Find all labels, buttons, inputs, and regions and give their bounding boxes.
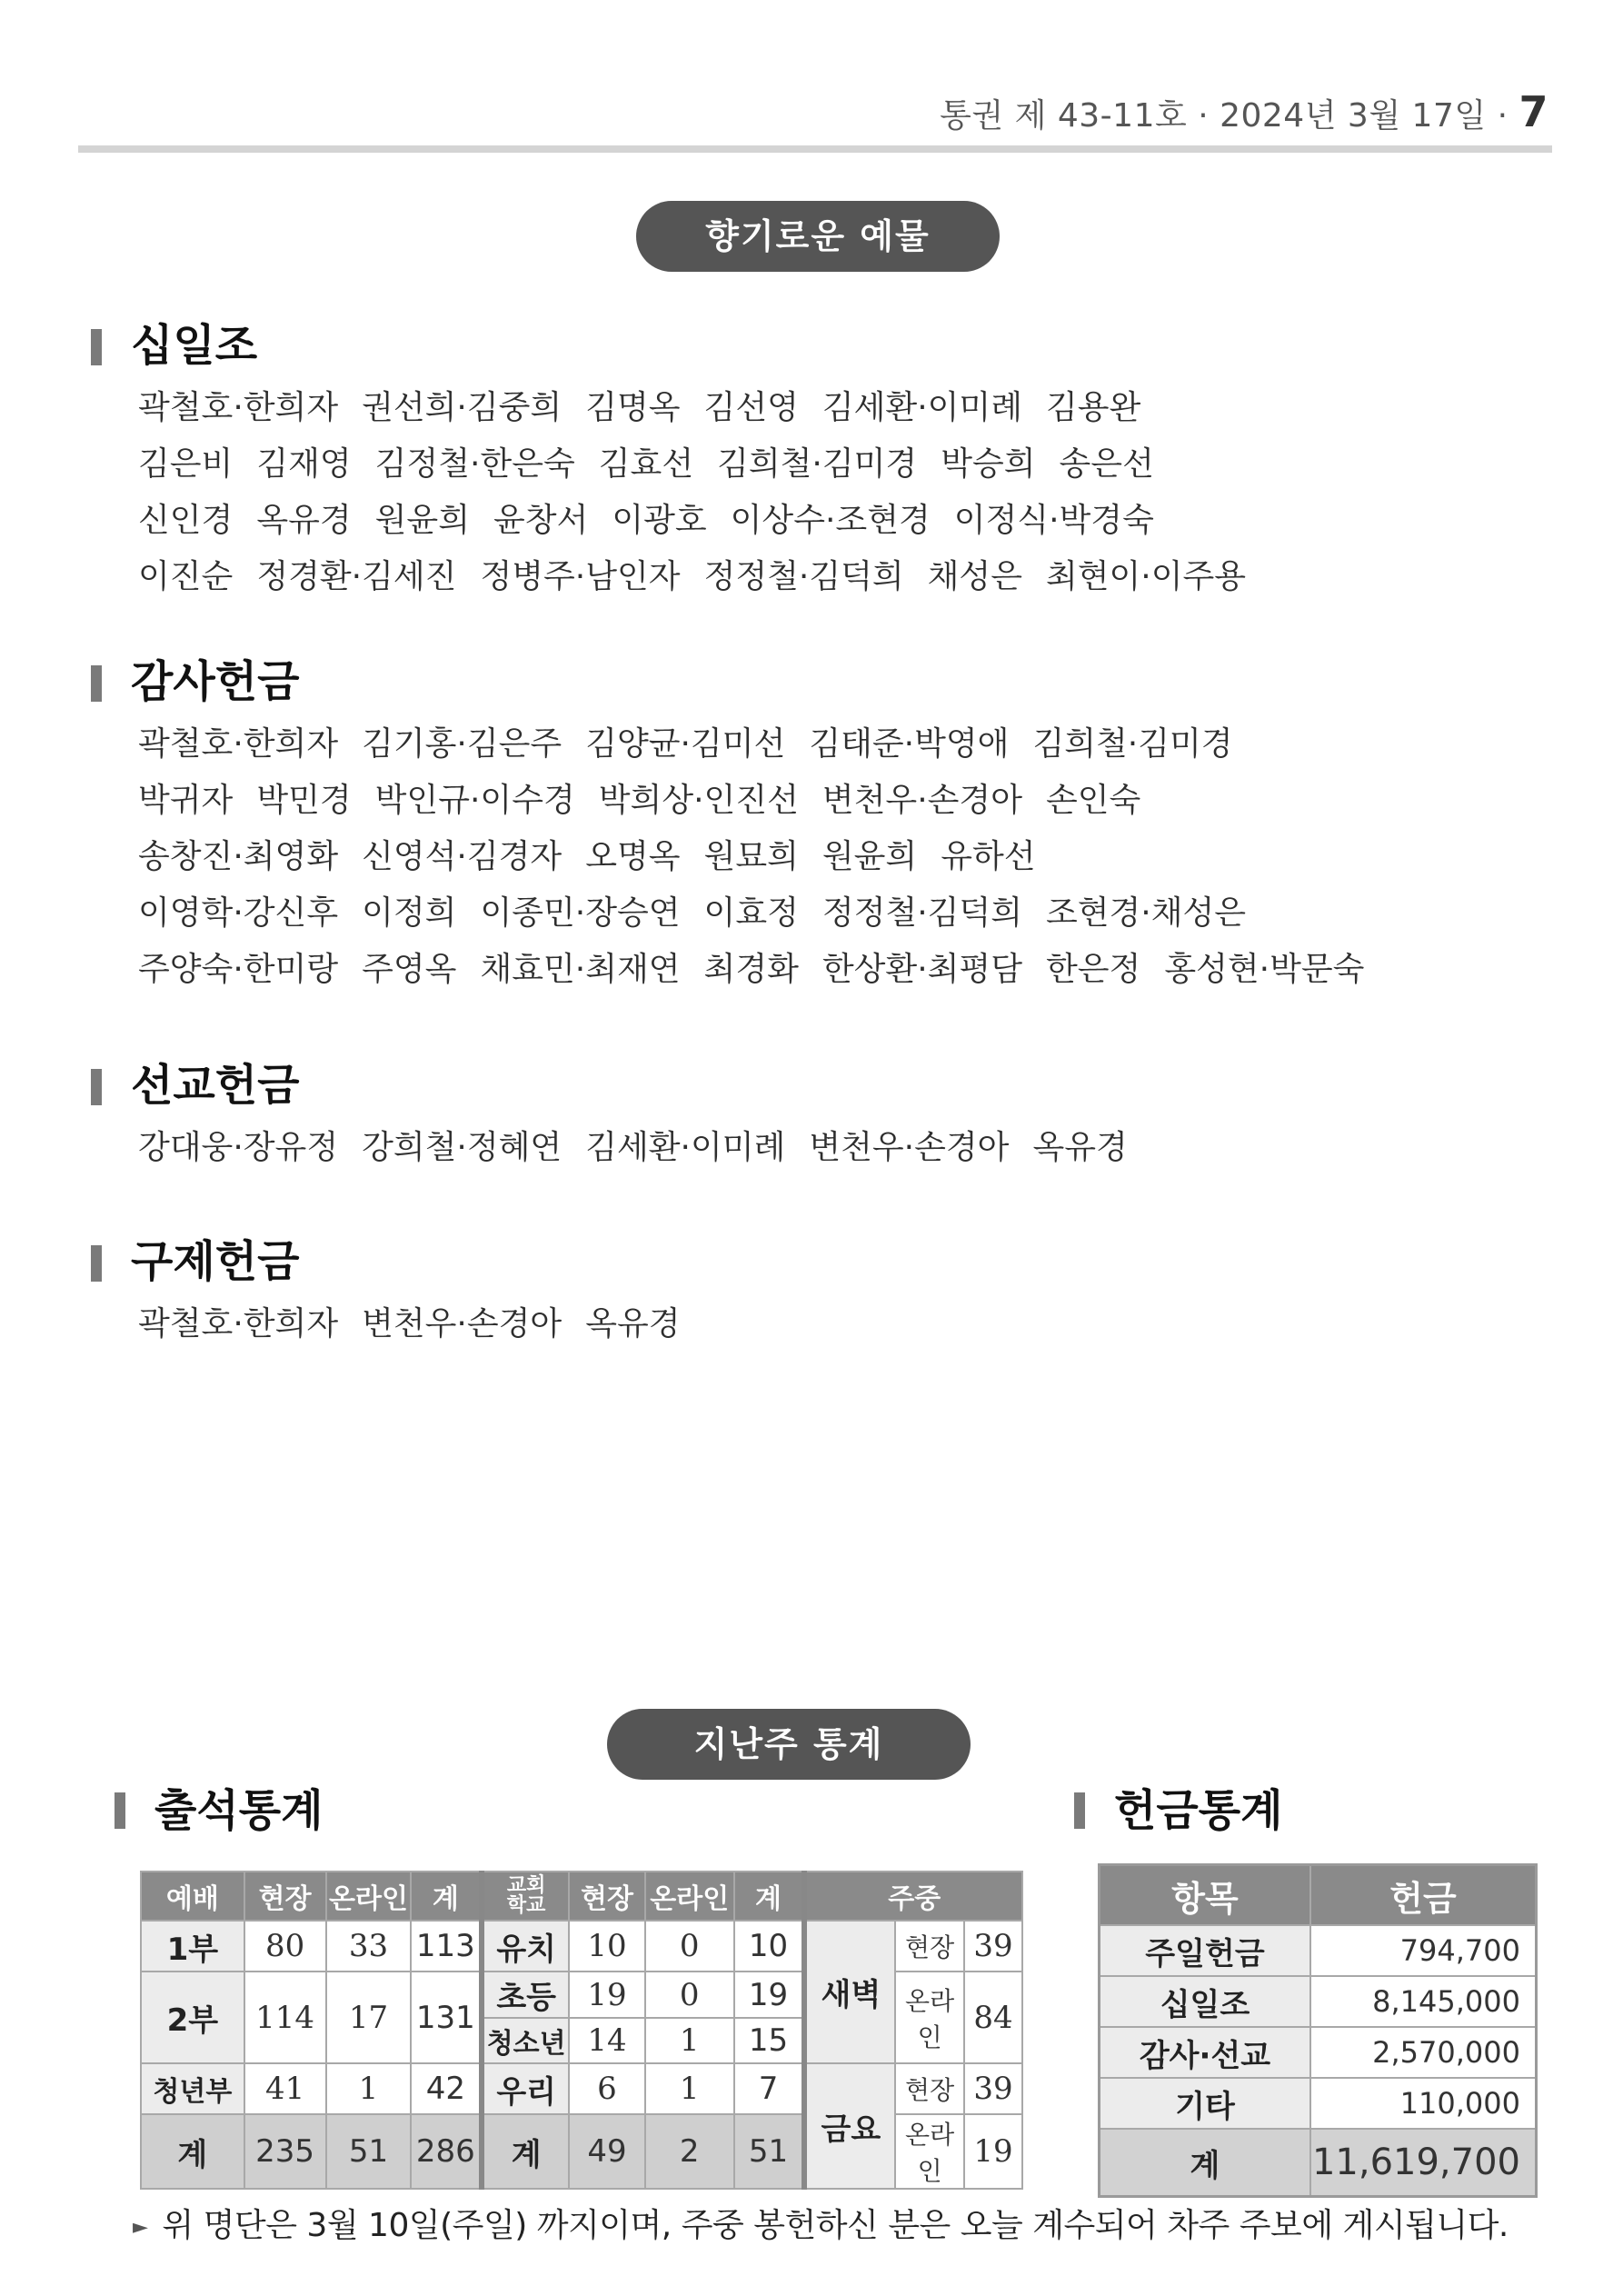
name-line: [138, 773, 1388, 829]
col-header-school-total: 계: [734, 1872, 805, 1921]
money-amount: 8,145,000: [1310, 1976, 1537, 2027]
school-row-label: 유치: [482, 1921, 569, 1972]
attendance-title: 출석통계: [154, 1785, 324, 1836]
donor-name: 신영석·김경자: [362, 838, 563, 875]
school-row-label: 청소년: [482, 2018, 569, 2063]
midweek-label: 새벽: [804, 1921, 895, 2063]
cell: 235: [244, 2114, 326, 2189]
cell: 51: [326, 2114, 412, 2189]
donor-name: 변천우·손경아: [809, 1129, 1010, 1166]
cell: 17: [326, 1972, 412, 2063]
school-total-label: 계: [482, 2114, 569, 2189]
money-title: 헌금통계: [1114, 1785, 1283, 1836]
donor-name: 강희철·정혜연: [362, 1129, 563, 1166]
section-bar-icon: [91, 1245, 102, 1282]
donor-name: 곽철호·한희자: [138, 725, 339, 763]
offering-section-badge: 향기로운 예물: [636, 201, 1000, 272]
donor-name: 최경화: [703, 951, 799, 988]
donor-name: 이효정: [703, 894, 799, 932]
donor-name: 김명옥: [585, 389, 681, 426]
donor-name: 김기홍·김은주: [362, 725, 563, 763]
money-total-label: 계: [1100, 2129, 1310, 2197]
donor-name: 김용완: [1045, 389, 1141, 426]
cell: 6: [569, 2063, 645, 2114]
cell: 33: [326, 1921, 412, 1972]
donor-name: 이진순: [138, 558, 234, 595]
money-amount: 2,570,000: [1310, 2027, 1537, 2078]
donor-name: 송창진·최영화: [138, 838, 339, 875]
cell: 14: [569, 2018, 645, 2063]
donor-name: 유하선: [941, 838, 1036, 875]
donor-name: 손인숙: [1045, 782, 1141, 819]
cell-total: 7: [734, 2063, 805, 2114]
cell-total: 19: [734, 1972, 805, 2018]
donor-name: 정경환·김세진: [256, 558, 457, 595]
relief-names: [138, 1296, 704, 1353]
money-amount: 110,000: [1310, 2078, 1537, 2129]
relief-title: 구제헌금: [131, 1236, 300, 1287]
header-divider: [78, 145, 1552, 153]
donor-name: 채성은: [927, 558, 1022, 595]
worship-total-label: 계: [141, 2114, 244, 2189]
money-table: [1098, 1863, 1538, 2198]
donor-name: 송은선: [1059, 445, 1154, 483]
cell: 49: [569, 2114, 645, 2189]
donor-name: 정정철·김덕희: [821, 894, 1022, 932]
cell: 39: [964, 2063, 1022, 2114]
name-line: [138, 436, 1270, 493]
attendance-heading: [115, 1783, 478, 1838]
money-amount: 794,700: [1310, 1925, 1537, 1976]
donor-name: 윤창서: [493, 502, 589, 539]
col-header-online: 온라인: [326, 1872, 412, 1921]
money-total-amount: 11,619,700: [1310, 2129, 1537, 2197]
donor-name: 김재영: [256, 445, 352, 483]
money-item: 십일조: [1100, 1976, 1310, 2027]
section-bar-icon: [91, 329, 102, 365]
money-item: 감사·선교: [1100, 2027, 1310, 2078]
donor-name: 한상환·최평담: [821, 951, 1022, 988]
donor-name: 한은정: [1045, 951, 1141, 988]
worship-row-label: 2부: [141, 1972, 244, 2063]
donor-name: 채효민·최재연: [480, 951, 681, 988]
tithe-names: [138, 380, 1270, 605]
midweek-sub-label: 현장: [895, 2063, 964, 2114]
donor-name: 곽철호·한희자: [138, 1305, 339, 1343]
donor-name: 옥유경: [1032, 1129, 1128, 1166]
donor-name: 이정식·박경숙: [953, 502, 1154, 539]
donor-name: 조현경·채성은: [1045, 894, 1247, 932]
money-heading: [1074, 1783, 1438, 1838]
school-row-label: 우리: [482, 2063, 569, 2114]
donor-name: 박인규·이수경: [374, 782, 575, 819]
money-item: 기타: [1100, 2078, 1310, 2129]
worship-row-label: 1부: [141, 1921, 244, 1972]
donor-name: 원윤희: [821, 838, 918, 875]
donor-name: 박민경: [256, 782, 352, 819]
donor-name: 주양숙·한미랑: [138, 951, 339, 988]
donor-name: 옥유경: [585, 1305, 681, 1343]
thanks-section: [91, 654, 1388, 998]
donor-name: 김효선: [598, 445, 694, 483]
mission-section: [91, 1058, 1151, 1176]
name-line: [138, 716, 1388, 773]
name-line: [138, 549, 1270, 605]
donor-name: 주영옥: [362, 951, 457, 988]
donor-name: 이종민·장승연: [480, 894, 681, 932]
midweek-sub-label: 온라인: [895, 2114, 964, 2189]
donor-name: 이정희: [362, 894, 457, 932]
mission-title: 선교헌금: [131, 1060, 300, 1111]
cell: 114: [244, 1972, 326, 2063]
donor-name: 김세환·이미례: [585, 1129, 786, 1166]
name-line: [138, 380, 1270, 436]
donor-name: 김선영: [703, 389, 799, 426]
col-header-item: 항목: [1100, 1865, 1310, 1926]
thanks-title: 감사헌금: [131, 656, 300, 707]
cell: 84: [964, 1972, 1022, 2063]
midweek-sub-label: 온라인: [895, 1972, 964, 2063]
name-line: [138, 942, 1388, 998]
cell: 1: [645, 2018, 734, 2063]
donor-name: 김양균·김미선: [585, 725, 786, 763]
donor-name: 이영학·강신후: [138, 894, 339, 932]
cell-total: 51: [734, 2114, 805, 2189]
midweek-label: 금요: [804, 2063, 895, 2189]
donor-name: 옥유경: [256, 502, 352, 539]
donor-name: 강대웅·장유정: [138, 1129, 339, 1166]
cell: 0: [645, 1972, 734, 2018]
donor-name: 김은비: [138, 445, 234, 483]
relief-section: [91, 1234, 704, 1353]
donor-name: 신인경: [138, 502, 234, 539]
stats-section-badge: 지난주 통계: [607, 1709, 971, 1780]
col-header-onsite: 현장: [244, 1872, 326, 1921]
col-header-midweek: 주중: [804, 1872, 1022, 1921]
donor-name: 박승희: [941, 445, 1036, 483]
col-header-school-online: 온라인: [645, 1872, 734, 1921]
cell: 39: [964, 1921, 1022, 1972]
col-header-school-onsite: 현장: [569, 1872, 645, 1921]
col-header-amount: 헌금: [1310, 1865, 1537, 1926]
donor-name: 김희철·김미경: [717, 445, 918, 483]
cell-total: 286: [411, 2114, 482, 2189]
cell: 19: [964, 2114, 1022, 2189]
donor-name: 원윤희: [374, 502, 470, 539]
school-row-label: 초등: [482, 1972, 569, 2018]
donor-name: 김세환·이미례: [821, 389, 1022, 426]
section-bar-icon: [91, 1069, 102, 1105]
donor-name: 변천우·손경아: [362, 1305, 563, 1343]
footnote: [133, 2200, 1508, 2246]
donor-name: 정병주·남인자: [480, 558, 681, 595]
donor-name: 김희철·김미경: [1032, 725, 1233, 763]
cell-total: 42: [411, 2063, 482, 2114]
section-bar-icon: [115, 1792, 125, 1829]
attendance-table: [140, 1871, 1023, 2190]
midweek-sub-label: 현장: [895, 1921, 964, 1972]
cell-total: 10: [734, 1921, 805, 1972]
cell: 41: [244, 2063, 326, 2114]
name-line: [138, 1296, 704, 1353]
donor-name: 김태준·박영애: [809, 725, 1010, 763]
donor-name: 권선희·김중희: [362, 389, 563, 426]
cell: 2: [645, 2114, 734, 2189]
donor-name: 이상수·조현경: [730, 502, 931, 539]
name-line: [138, 885, 1388, 942]
col-header-worship: 예배: [141, 1872, 244, 1921]
page-number: 7: [1518, 87, 1548, 136]
name-line: [138, 829, 1388, 885]
cell: 10: [569, 1921, 645, 1972]
donor-name: 이광호: [612, 502, 707, 539]
col-header-total: 계: [411, 1872, 482, 1921]
donor-name: 박희상·인진선: [598, 782, 799, 819]
donor-name: 오명옥: [585, 838, 681, 875]
donor-name: 변천우·손경아: [821, 782, 1022, 819]
section-bar-icon: [91, 665, 102, 702]
issue-text: 통권 제 43-11호 · 2024년 3월 17일 ·: [940, 97, 1508, 135]
triangle-bullet-icon: ►: [133, 2215, 148, 2239]
donor-name: 최현이·이주용: [1045, 558, 1247, 595]
tithe-title: 십일조: [131, 320, 258, 371]
col-header-school: 교회 학교: [482, 1872, 569, 1921]
issue-info: [940, 87, 1548, 136]
cell: 1: [645, 2063, 734, 2114]
name-line: [138, 1120, 1151, 1176]
footnote-text: 위 명단은 3월 10일(주일) 까지이며, 주중 봉헌하신 분은 오늘 계수되어 차주 주보에 게시됩니다.: [162, 2207, 1508, 2244]
donor-name: 박귀자: [138, 782, 234, 819]
money-item: 주일헌금: [1100, 1925, 1310, 1976]
donor-name: 홍성현·박문숙: [1164, 951, 1365, 988]
cell: 0: [645, 1921, 734, 1972]
section-bar-icon: [1074, 1792, 1085, 1829]
cell: 80: [244, 1921, 326, 1972]
worship-row-label: 청년부: [141, 2063, 244, 2114]
thanks-names: [138, 716, 1388, 998]
cell: 19: [569, 1972, 645, 2018]
tithe-section: [91, 318, 1270, 605]
cell: 1: [326, 2063, 412, 2114]
cell-total: 131: [411, 1972, 482, 2063]
donor-name: 정정철·김덕희: [703, 558, 904, 595]
cell-total: 113: [411, 1921, 482, 1972]
donor-name: 김정철·한은숙: [374, 445, 575, 483]
mission-names: [138, 1120, 1151, 1176]
donor-name: 원묘희: [703, 838, 799, 875]
donor-name: 곽철호·한희자: [138, 389, 339, 426]
name-line: [138, 493, 1270, 549]
cell-total: 15: [734, 2018, 805, 2063]
